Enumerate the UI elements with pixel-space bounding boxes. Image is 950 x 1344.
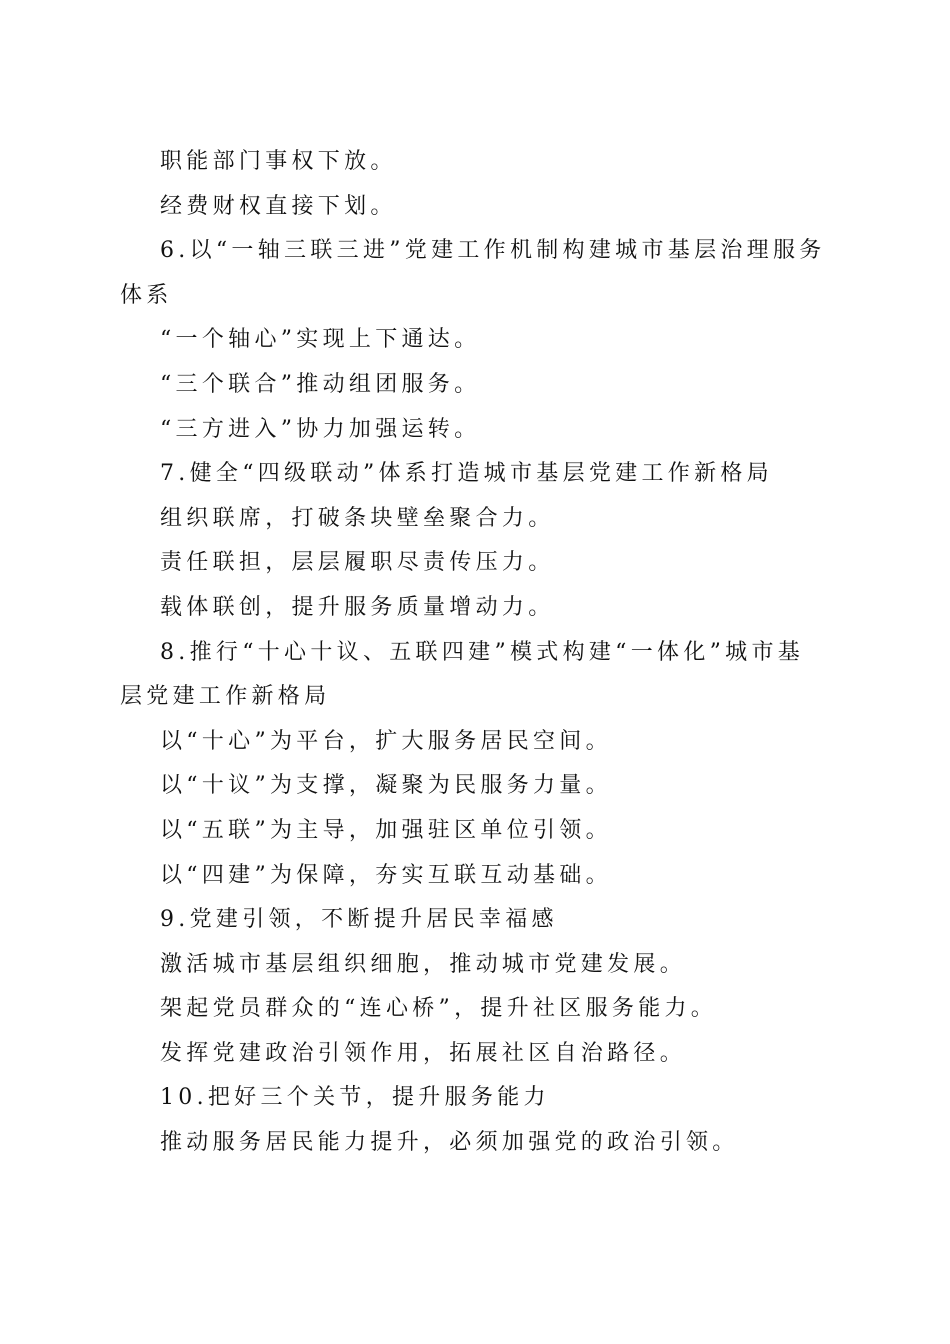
text-line: 以“五联”为主导，加强驻区单位引领。 [160, 817, 612, 843]
section-heading-continuation: 层党建工作新格局 [120, 684, 331, 710]
text-line: “三个联合”推动组团服务。 [160, 371, 481, 397]
section-heading: 8.推行“十心十议、五联四建”模式构建“一体化”城市基 [160, 639, 805, 665]
text-line: 载体联创，提升服务质量增动力。 [160, 594, 555, 620]
section-heading-continuation: 体系 [120, 282, 173, 308]
document-body [120, 140, 830, 1166]
section-heading: 9.党建引领，不断提升居民幸福感 [160, 907, 558, 933]
text-line: 以“十议”为支撑，凝聚为民服务力量。 [160, 773, 612, 799]
text-line: 经费财权直接下划。 [160, 193, 397, 219]
text-line: 发挥党建政治引领作用，拓展社区自治路径。 [160, 1040, 687, 1066]
text-line: “三方进入”协力加强运转。 [160, 416, 481, 442]
text-line: 激活城市基层组织细胞，推动城市党建发展。 [160, 951, 687, 977]
text-line: 组织联席，打破条块壁垒聚合力。 [160, 505, 555, 531]
text-line: 推动服务居民能力提升，必须加强党的政治引领。 [160, 1130, 739, 1156]
text-line: 责任联担，层层履职尽责传压力。 [160, 550, 555, 576]
section-heading: 7.健全“四级联动”体系打造城市基层党建工作新格局 [160, 461, 773, 487]
section-heading: 6.以“一轴三联三进”党建工作机制构建城市基层治理服务 [160, 238, 826, 264]
text-line: 架起党员群众的“连心桥”，提升社区服务能力。 [160, 996, 718, 1022]
text-line: 以“四建”为保障，夯实互联互动基础。 [160, 862, 612, 888]
text-line: “一个轴心”实现上下通达。 [160, 327, 481, 353]
text-line: 以“十心”为平台，扩大服务居民空间。 [160, 728, 612, 754]
section-heading: 10.把好三个关节，提升服务能力 [160, 1085, 550, 1111]
text-line: 职能部门事权下放。 [160, 149, 397, 174]
